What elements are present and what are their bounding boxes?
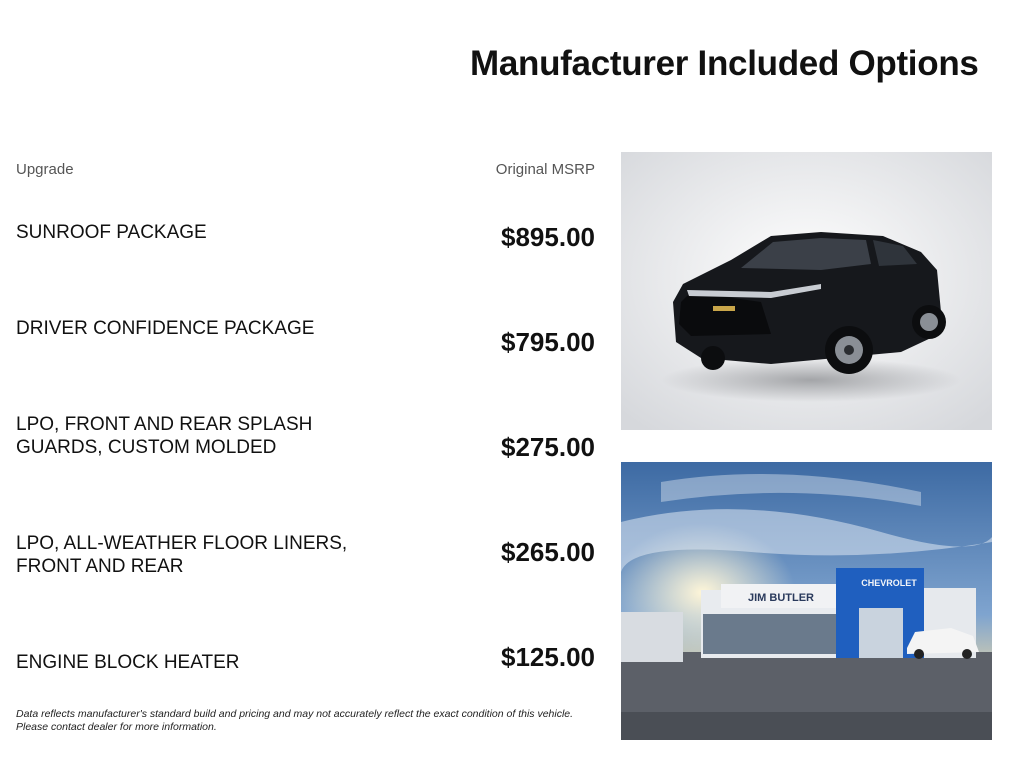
disclaimer-text: Data reflects manufacturer's standard build and pricing and may not accurately reflect the exact condition of this vehicle. Please contact dealer for more information. [16,708,574,733]
option-price: $265.00 [501,537,595,567]
dealership-photo [621,462,992,740]
option-name: SUNROOF PACKAGE [16,222,207,243]
option-name: ENGINE BLOCK HEATER [16,652,240,673]
option-name: LPO, ALL-WEATHER FLOOR LINERS, FRONT AND REAR [16,533,348,577]
page-title: Manufacturer Included Options [470,44,979,83]
option-name: LPO, FRONT AND REAR SPLASH GUARDS, CUSTOM MOLDED [16,414,313,458]
option-price: $125.00 [501,642,595,672]
option-price: $795.00 [501,327,595,357]
brand-sign: CHEVROLET [861,578,917,588]
vehicle-photo [621,152,992,430]
option-price: $275.00 [501,432,595,462]
option-name: DRIVER CONFIDENCE PACKAGE [16,318,315,339]
upgrade-column-header: Upgrade [16,161,74,178]
msrp-column-header: Original MSRP [495,161,595,178]
option-price: $895.00 [501,222,595,252]
dealership-sign: JIM BUTLER [748,592,814,604]
